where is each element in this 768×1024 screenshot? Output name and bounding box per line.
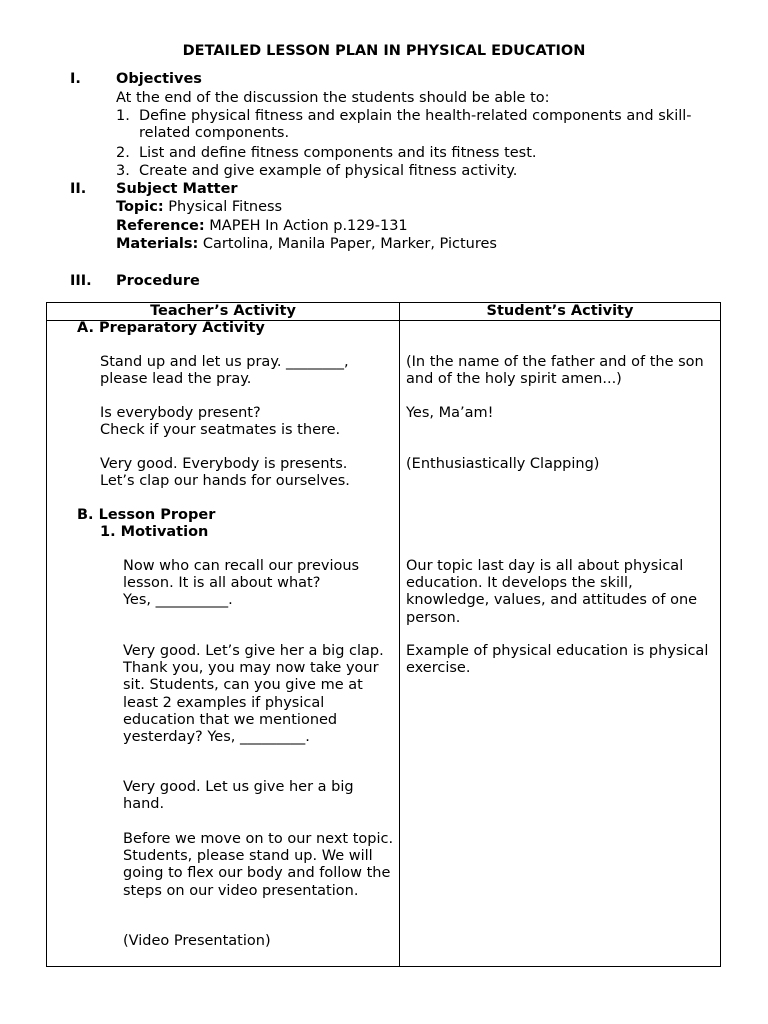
section-numeral-subject: II. <box>70 181 87 197</box>
teacher-line: Very good. Let us give her a big hand. <box>123 779 354 813</box>
teacher-line: Before we move on to our next topic. Students, please stand up. We will going to flex our body and follow the steps on our video presentation. <box>123 831 394 899</box>
student-line: (Enthusiastically Clapping) <box>406 456 600 472</box>
activity-table <box>46 302 721 967</box>
teacher-line: Very good. Let’s give her a big clap. Thank you, you may now take your sit. Students, can you give me at least 2 examples if physical education that we mentioned yesterday? Yes, _________. <box>123 643 384 746</box>
topic-line <box>116 199 282 216</box>
student-line: Example of physical education is physical exercise. <box>406 643 709 677</box>
section-heading-objectives: Objectives <box>116 71 202 87</box>
teacher-line: Very good. Everybody is presents. Let’s clap our hands for ourselves. <box>100 456 350 490</box>
topic-label: Topic: <box>116 199 164 215</box>
materials-label: Materials: <box>116 236 199 252</box>
objective-number: 3. <box>116 163 130 179</box>
objective-number: 1. <box>116 108 130 124</box>
topic-value: Physical Fitness <box>168 199 283 215</box>
section-numeral-procedure: III. <box>70 273 92 289</box>
section-heading-procedure: Procedure <box>116 273 200 289</box>
reference-line <box>116 218 408 235</box>
materials-line <box>116 236 497 253</box>
teacher-line: Is everybody present? Check if your seatmates is there. <box>100 405 341 439</box>
objective-item: Create and give example of physical fitness activity. <box>139 163 518 179</box>
teacher-line: Now who can recall our previous lesson. It is all about what? Yes, __________. <box>123 558 360 609</box>
student-line: (In the name of the father and of the son and of the holy spirit amen...) <box>406 354 704 388</box>
objective-item: Define physical fitness and explain the health-related components and skill-related components. <box>139 108 692 142</box>
student-line: Yes, Ma’am! <box>406 405 494 421</box>
header-student-activity: Student’s Activity <box>486 303 634 319</box>
reference-value: MAPEH In Action p.129-131 <box>209 218 408 234</box>
document-title: DETAILED LESSON PLAN IN PHYSICAL EDUCATION <box>182 43 586 59</box>
objectives-intro: At the end of the discussion the students should be able to: <box>116 90 550 106</box>
table-column-divider <box>399 303 400 966</box>
materials-value: Cartolina, Manila Paper, Marker, Pictures <box>202 236 497 252</box>
section-numeral-objectives: I. <box>70 71 81 87</box>
teacher-line: Stand up and let us pray. ________, please lead the pray. <box>100 354 349 388</box>
student-line: Our topic last day is all about physical education. It develops the skill, knowledge, values, and attitudes of one person. <box>406 558 698 626</box>
reference-label: Reference: <box>116 218 205 234</box>
preparatory-heading: A. Preparatory Activity <box>77 320 265 336</box>
teacher-line: (Video Presentation) <box>123 933 271 949</box>
section-heading-subject: Subject Matter <box>116 181 238 197</box>
lesson-proper-heading: B. Lesson Proper <box>77 507 216 523</box>
header-teacher-activity: Teacher’s Activity <box>150 303 296 319</box>
objective-number: 2. <box>116 145 130 161</box>
objective-item: List and define fitness components and its fitness test. <box>139 145 537 161</box>
motivation-heading: 1. Motivation <box>100 524 209 540</box>
